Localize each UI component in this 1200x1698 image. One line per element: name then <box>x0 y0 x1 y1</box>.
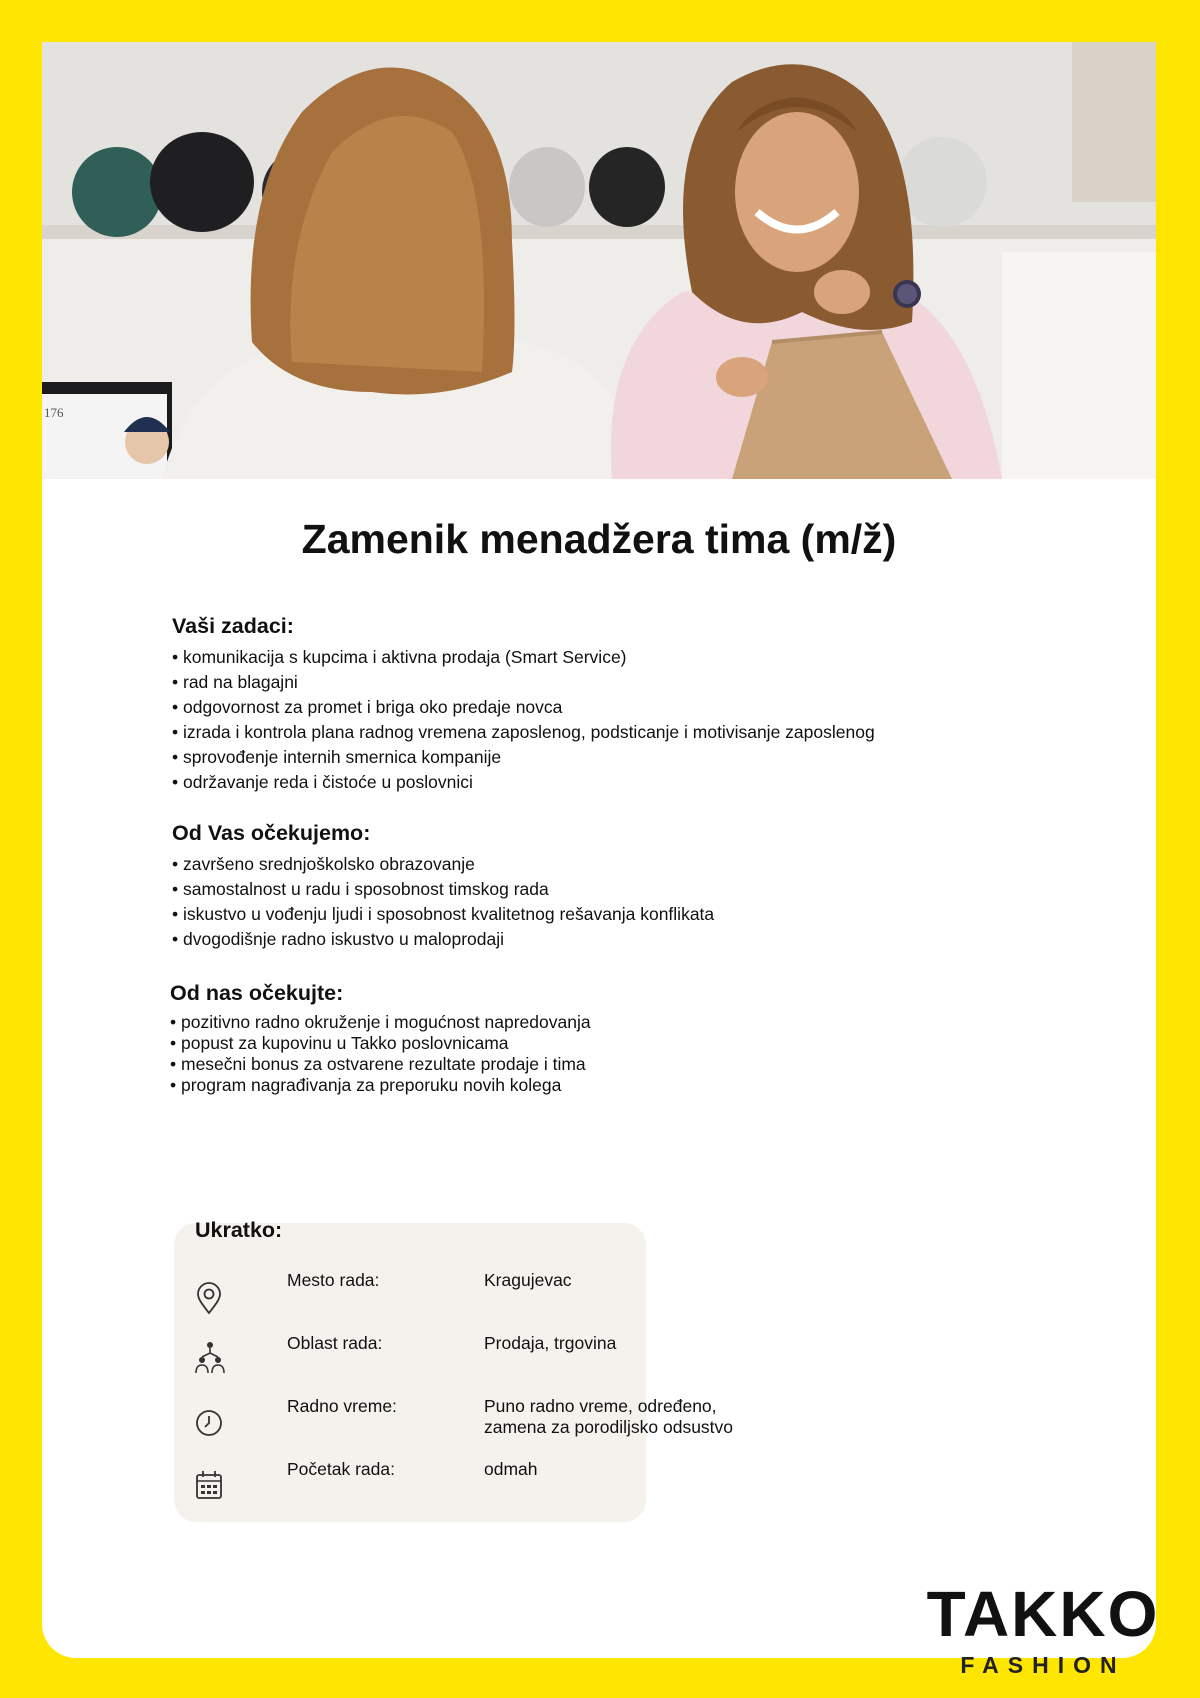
list-item: • izrada i kontrola plana radnog vremena zaposlenog, podsticanje i motivisanje zaposlenog <box>172 720 875 745</box>
section-heading: Od nas očekujte: <box>170 981 344 1005</box>
store-scene-illustration <box>42 42 1156 479</box>
summary-value-line: zamena za porodiljsko odsustvo <box>484 1417 734 1437</box>
summary-label: Oblast rada: <box>287 1333 383 1353</box>
list-item: • odgovornost za promet i briga oko predaje novca <box>172 695 875 720</box>
calendar-icon <box>194 1469 224 1501</box>
summary-heading: Ukratko: <box>195 1218 283 1242</box>
logo-brand: TAKKO <box>926 1578 1160 1650</box>
summary-label: Mesto rada: <box>287 1270 380 1290</box>
list-item: • samostalnost u radu i sposobnost timskog rada <box>172 877 714 902</box>
summary-value: Prodaja, trgovina <box>484 1333 617 1353</box>
summary-label: Radno vreme: <box>287 1396 397 1416</box>
summary-box <box>174 1223 646 1522</box>
benefits-section <box>170 981 591 1096</box>
list-item: • sprovođenje internih smernica kompanije <box>172 745 875 770</box>
summary-value: odmah <box>484 1459 538 1479</box>
summary-value: Kragujevac <box>484 1270 572 1290</box>
summary-value <box>484 1396 733 1438</box>
list-item: • iskustvo u vođenju ljudi i sposobnost kvalitetnog rešavanja konflikata <box>172 902 714 927</box>
hero-image <box>42 42 1156 479</box>
benefits-list <box>170 1012 591 1096</box>
list-item: • održavanje reda i čistoće u poslovnici <box>172 770 875 795</box>
list-item: • komunikacija s kupcima i aktivna prodaja (Smart Service) <box>172 645 875 670</box>
location-pin-icon <box>194 1282 224 1314</box>
list-item: • popust za kupovinu u Takko poslovnicama <box>170 1033 591 1054</box>
section-heading: Vaši zadaci: <box>172 614 294 638</box>
tasks-section <box>172 614 875 795</box>
logo-sub: FASHION <box>960 1652 1126 1678</box>
section-heading: Od Vas očekujemo: <box>172 821 371 845</box>
takko-fashion-logo <box>922 1578 1164 1679</box>
requirements-section <box>172 821 714 952</box>
tasks-list <box>172 645 875 795</box>
summary-value-line: Puno radno vreme, određeno, <box>484 1396 717 1416</box>
job-title: Zamenik menadžera tima (m/ž) <box>301 516 897 562</box>
list-item: • završeno srednjoškolsko obrazovanje <box>172 852 714 877</box>
team-structure-icon <box>194 1341 224 1373</box>
job-card <box>42 42 1160 1678</box>
list-item: • program nagrađivanja za preporuku novih kolega <box>170 1075 591 1096</box>
clock-icon <box>194 1408 224 1440</box>
screen-number: 176 <box>44 405 64 420</box>
requirements-list <box>172 852 714 952</box>
summary-label: Početak rada: <box>287 1459 395 1479</box>
list-item: • rad na blagajni <box>172 670 875 695</box>
list-item: • dvogodišnje radno iskustvo u maloprodaji <box>172 927 714 952</box>
list-item: • mesečni bonus za ostvarene rezultate prodaje i tima <box>170 1054 591 1075</box>
list-item: • pozitivno radno okruženje i mogućnost napredovanja <box>170 1012 591 1033</box>
